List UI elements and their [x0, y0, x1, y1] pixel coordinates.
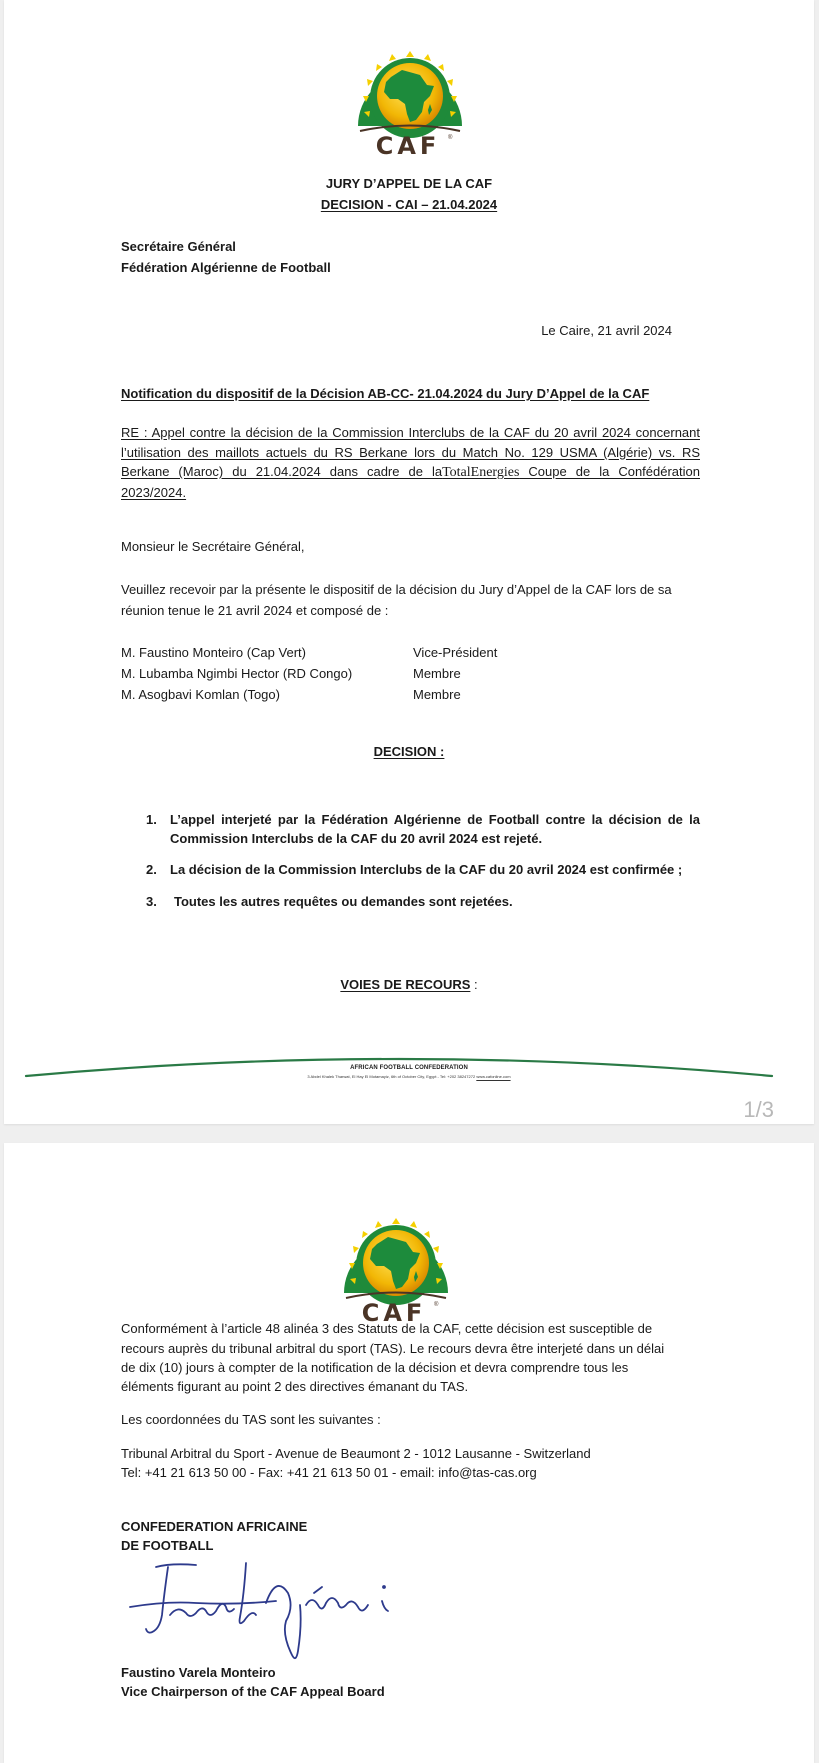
- decision-heading: [4, 744, 814, 760]
- re-text-part2: Coupe de la Confédération 2023/2024.: [121, 464, 700, 500]
- footer-address-text: 3 Abdel Khalek Tharwat, El Hay El Motamayiz, 6th of October City, Egypt - Tel: +202 38247272: [307, 1074, 476, 1079]
- decision-text: L’appel interjeté par la Fédération Algérienne de Football contre la décision de la: [170, 812, 700, 827]
- document-page-2: [4, 1143, 814, 1763]
- remedies-heading: [4, 977, 814, 993]
- header-jury-title: JURY D’APPEL DE LA CAF: [325, 176, 493, 191]
- signatory-title: Vice Chairperson of the CAF Appeal Board: [121, 1684, 385, 1699]
- decision-number: 2.: [146, 862, 157, 877]
- re-paragraph: [121, 423, 700, 502]
- svg-text:®: ®: [448, 135, 453, 141]
- re-text-part1: RE : Appel contre la décision de la Commission Interclubs de la CAF du 20 avril 2024 concernant l’utilisation des maillots actuels du RS Berkane lors du Match No. 129 USMA (Algérie) vs. RS Berkane (Maroc) du 21.04.2024 dans cadre de la: [121, 425, 700, 479]
- member-name: M. Faustino Monteiro (Cap Vert): [121, 645, 306, 660]
- remedies-heading-text: VOIES DE RECOURS: [340, 977, 471, 992]
- member-name: M. Asogbavi Komlan (Togo): [121, 687, 280, 702]
- page-indicator: 1/3: [743, 1097, 774, 1122]
- signature-image: [126, 1555, 426, 1667]
- tas-contact: Tel: +41 21 613 50 00 - Fax: +41 21 613 50 01 - email: info@tas-cas.org: [121, 1465, 537, 1480]
- salutation: Monsieur le Secrétaire Général,: [121, 539, 305, 554]
- appeal-line: éléments figurant au point 2 des directives émanant du TAS.: [121, 1379, 469, 1394]
- svg-text:®: ®: [434, 1302, 439, 1308]
- intro-line-2: réunion tenue le 21 avril 2024 et composé de :: [121, 603, 389, 618]
- signatory-name: Faustino Varela Monteiro: [121, 1665, 276, 1680]
- caf-logo-text: CAF: [375, 132, 441, 159]
- decision-number: 1.: [146, 812, 157, 827]
- org-name-line2: DE FOOTBALL: [121, 1538, 214, 1553]
- member-role: Membre: [413, 687, 461, 702]
- member-role: Membre: [413, 666, 461, 681]
- addressee-title: Secrétaire Général: [121, 239, 236, 254]
- footer-address: [4, 1074, 814, 1079]
- footer-organization: AFRICAN FOOTBALL CONFEDERATION: [350, 1065, 468, 1071]
- appeal-line: Conformément à l’article 48 alinéa 3 des Statuts de la CAF, cette décision est susceptible de: [121, 1321, 653, 1336]
- header-decision-ref: [4, 197, 814, 213]
- org-name-line1: CONFEDERATION AFRICAINE: [121, 1519, 308, 1534]
- addressee-organization: Fédération Algérienne de Football: [121, 260, 331, 275]
- decision-text: Toutes les autres requêtes ou demandes sont rejetées.: [174, 894, 513, 909]
- subject-line: Notification du dispositif de la Décision AB-CC- 21.04.2024 du Jury D’Appel de la CAF: [121, 386, 650, 401]
- place-date: Le Caire, 21 avril 2024: [541, 323, 672, 338]
- tas-address: Tribunal Arbitral du Sport - Avenue de Beaumont 2 - 1012 Lausanne - Switzerland: [121, 1446, 591, 1461]
- footer-website-link[interactable]: www.cafonline.com: [476, 1074, 511, 1079]
- caf-logo-text: CAF: [361, 1299, 427, 1326]
- remedies-colon: :: [470, 977, 478, 992]
- member-role: Vice-Président: [413, 645, 498, 660]
- decision-text: La décision de la Commission Interclubs de la CAF du 20 avril 2024 est confirmée ;: [170, 862, 683, 877]
- document-page-1: [4, 0, 814, 1124]
- re-sponsor: TotalEnergies: [442, 465, 520, 480]
- appeal-line: recours auprès du tribunal arbitral du sport (TAS). Le recours devra être interjeté dans un délai: [121, 1341, 665, 1356]
- decision-ref-text: DECISION - CAI – 21.04.2024: [320, 197, 498, 212]
- tas-intro: Les coordonnées du TAS sont les suivantes :: [121, 1412, 381, 1427]
- appeal-line: de dix (10) jours à compter de la notification de la décision et devra comprendre tous les: [121, 1360, 629, 1375]
- decision-heading-text: DECISION :: [373, 744, 445, 759]
- caf-logo: [336, 1211, 456, 1326]
- decision-text-continued: Commission Interclubs de la CAF du 20 avril 2024 est rejeté.: [170, 831, 543, 846]
- caf-logo: [350, 44, 470, 159]
- decision-number: 3.: [146, 894, 157, 909]
- intro-line-1: Veuillez recevoir par la présente le dispositif de la décision du Jury d’Appel de la CAF lors de sa: [121, 582, 672, 597]
- member-name: M. Lubamba Ngimbi Hector (RD Congo): [121, 666, 353, 681]
